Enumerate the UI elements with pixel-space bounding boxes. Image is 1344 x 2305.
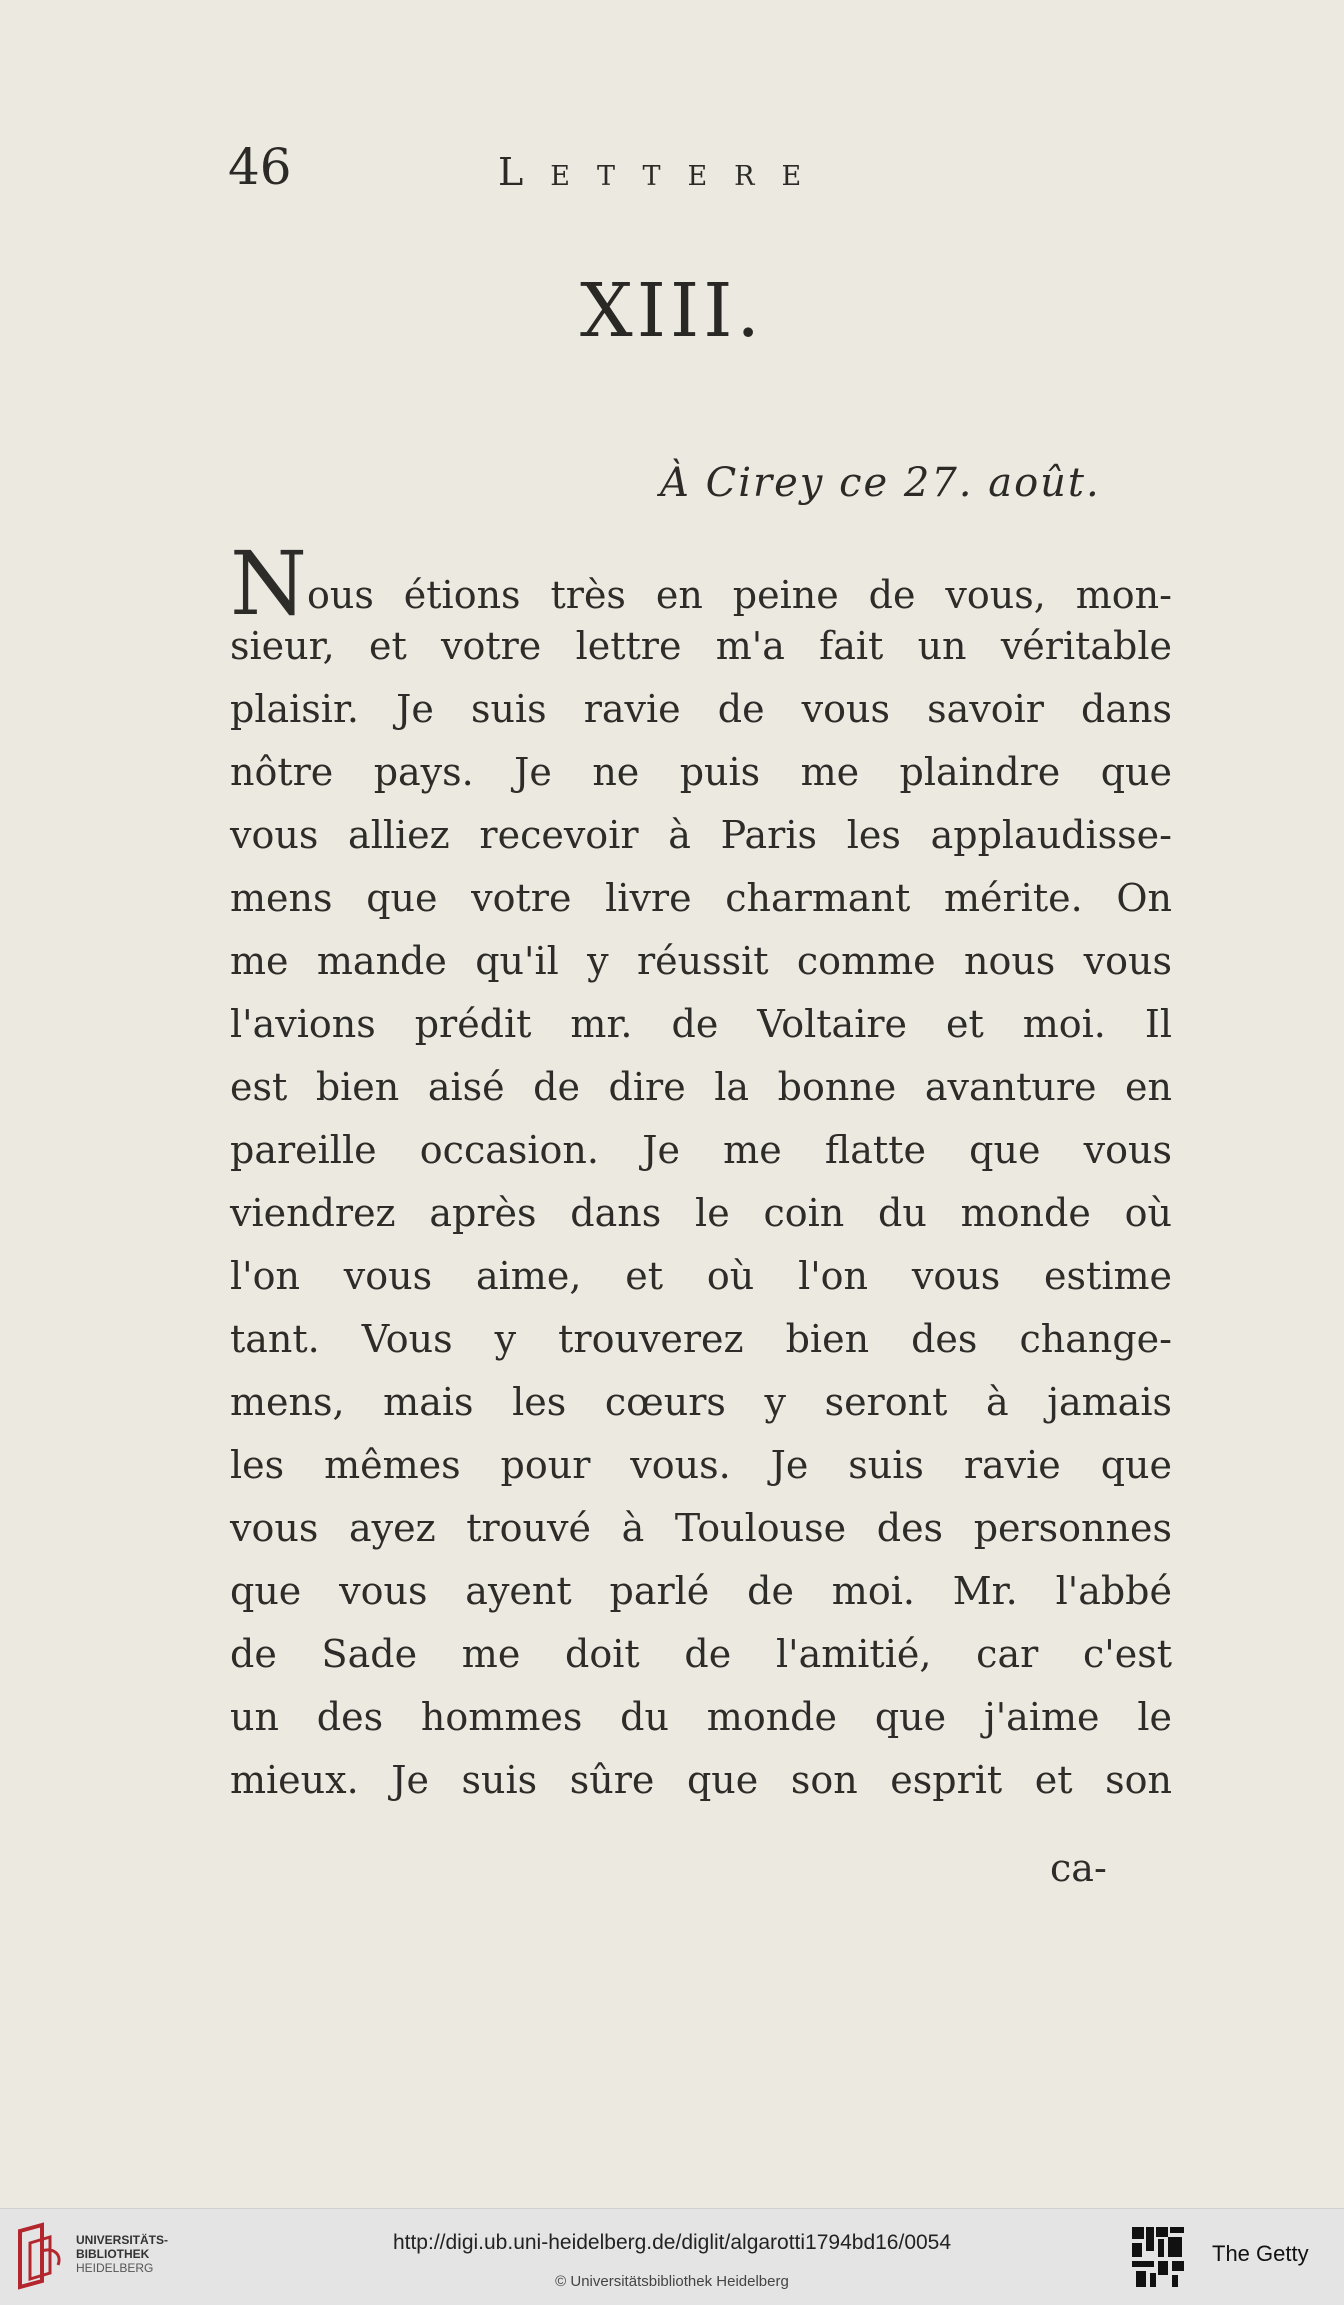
copyright-notice: © Universitätsbibliothek Heidelberg [555, 2273, 789, 2290]
footer-bar [0, 2208, 1344, 2305]
permalink-url[interactable]: http://digi.ub.uni-heidelberg.de/diglit/algarotti1794bd16/0054 [392, 2231, 952, 2254]
page-number: 46 [228, 138, 292, 196]
body-line: de Sade me doit de l'amitié, car c'est [230, 1632, 1172, 1676]
body-line: tant. Vous y trouverez bien des change- [230, 1317, 1172, 1361]
body-line: un des hommes du monde que j'aime le [230, 1695, 1172, 1739]
getty-logo-icon[interactable] [1130, 2225, 1186, 2289]
body-line: mieux. Je suis sûre que son esprit et son [230, 1758, 1172, 1802]
body-line: viendrez après dans le coin du monde où [230, 1191, 1172, 1235]
library-name-line: UNIVERSITÄTS- [76, 2233, 169, 2247]
catchword: ca- [1050, 1846, 1107, 1890]
body-line-text: ous étions très en peine de vous, mon- [307, 573, 1172, 617]
body-line: mens que votre livre charmant mérite. On [230, 876, 1172, 920]
body-line [230, 532, 1172, 635]
body-line: me mande qu'il y réussit comme nous vous [230, 939, 1172, 983]
body-line: que vous ayent parlé de moi. Mr. l'abbé [230, 1569, 1172, 1613]
body-line: l'avions prédit mr. de Voltaire et moi. Il [230, 1002, 1172, 1046]
body-line: sieur, et votre lettre m'a fait un véritable [230, 624, 1172, 668]
body-line: vous ayez trouvé à Toulouse des personnes [230, 1506, 1172, 1550]
dateline: À Cirey ce 27. août. [660, 460, 1101, 506]
body-line: vous alliez recevoir à Paris les applaudisse- [230, 813, 1172, 857]
body-line: nôtre pays. Je ne puis me plaindre que [230, 750, 1172, 794]
body-line: est bien aisé de dire la bonne avanture en [230, 1065, 1172, 1109]
drop-initial: N [230, 532, 307, 635]
body-line: les mêmes pour vous. Je suis ravie que [230, 1443, 1172, 1487]
body-line: mens, mais les cœurs y seront à jamais [230, 1380, 1172, 1424]
body-line: l'on vous aime, et où l'on vous estime [230, 1254, 1172, 1298]
letter-body [230, 532, 1172, 1812]
letter-number: XIII. [580, 268, 764, 354]
library-name-line: BIBLIOTHEK [76, 2247, 150, 2261]
running-head: Lettere [498, 150, 829, 194]
body-line: pareille occasion. Je me flatte que vous [230, 1128, 1172, 1172]
body-line: plaisir. Je suis ravie de vous savoir dans [230, 687, 1172, 731]
library-name-line: HEIDELBERG [76, 2261, 154, 2275]
partner-name: The Getty [1212, 2241, 1309, 2266]
